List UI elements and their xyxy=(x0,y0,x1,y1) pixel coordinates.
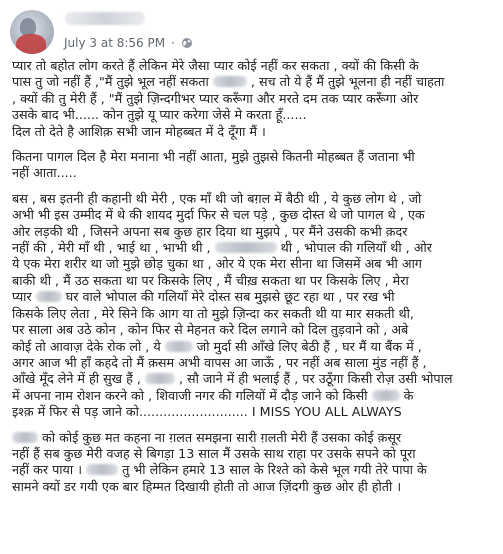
redacted-name xyxy=(215,242,277,253)
text-segment: को कोई कुछ मत कहना ना ग़लत समझना सारी ग़लती मेरी हैं उसका कोई क़सूर xyxy=(38,429,402,445)
post-header xyxy=(8,8,488,54)
text-segment: बाकी थी , मैं उठ सकता था पर किसके लिए , मैं चीख़ सकता था पर किसके लिए , मेरा xyxy=(12,272,409,288)
redacted-name xyxy=(36,291,62,302)
text-segment: , सौ जाने में ही भलाई हैं , पर उठूँगा किसी रोज़ उसी भोपाल xyxy=(174,371,453,387)
text-line xyxy=(12,430,496,446)
text-segment: , क्यों की तु मेरी हैं , "मैं तुझे ज़िन्दगीभर प्यार करूँगा और मरते दम तक प्यार करूँगा ओर xyxy=(12,90,419,106)
text-line xyxy=(12,74,496,90)
globe-icon[interactable] xyxy=(181,37,193,49)
redacted-name xyxy=(86,464,118,475)
text-segment: बस , बस इतनी ही कहानी थी मेरी , एक माँ थी जो बग़ल में बैठी थी , ये कुछ लोग थे , जो xyxy=(12,190,422,206)
text-segment: जो मुर्दा सी आँखे लिए बेठी हैं , घर मैं या बैंक में , xyxy=(192,338,422,354)
text-line xyxy=(12,224,496,240)
text-line xyxy=(12,479,496,495)
redacted-name xyxy=(145,373,175,384)
text-segment: किसके लिए लेता , मेरे सिने कि आग या तो मुझे ज़िन्दा कर सकती थी या मार सकती थी, xyxy=(12,305,414,321)
avatar[interactable] xyxy=(10,10,54,54)
text-segment: प्यार xyxy=(12,289,36,305)
post-paragraph xyxy=(12,191,496,421)
text-segment: घर वाले भोपाल की गलियाँ मेरे दोस्त सब मुझसे छूट रहा था , पर रख भी xyxy=(61,289,395,305)
text-line xyxy=(12,240,496,256)
text-line xyxy=(12,91,496,107)
author-name-redacted[interactable] xyxy=(65,12,145,25)
text-line xyxy=(12,124,496,140)
text-line xyxy=(12,355,496,371)
text-line xyxy=(12,256,496,272)
text-line xyxy=(12,462,496,478)
text-segment: नहीं आता..... xyxy=(12,165,77,181)
text-line xyxy=(12,371,496,387)
text-segment: उसके बाद भी...... कोन तुझे यू प्यार करेगा जेसे मे करता हूँ...... xyxy=(12,107,307,123)
text-segment: ये एक मेरा शरीर था जो मुझे छोड़ चुका था , ओर ये एक मेरा सीना था जिसमें अब भी आग xyxy=(12,256,422,272)
text-segment: पास तु जो नहीं हैं ,"मैं तुझे भूल नहीं सकता xyxy=(12,74,213,90)
text-line xyxy=(12,165,496,181)
text-segment: के xyxy=(399,387,414,403)
text-line xyxy=(12,306,496,322)
post-paragraph xyxy=(12,58,496,140)
text-segment: पर साला अब उठे कोन , कोन फिर से मेहनत करे दिल लगाने को दिल तुड़वाने को , अबे xyxy=(12,322,409,338)
text-segment: नहीं हैं सब कुछ मेरी वजह से बिगड़ा 13 साल मैं उसके साथ राहा पर उसके सपने को पूरा xyxy=(12,445,416,461)
text-line xyxy=(12,207,496,223)
bullet-separator: · xyxy=(171,36,175,50)
post-paragraph xyxy=(12,430,496,496)
text-segment: सामने क्यों डर गयी एक बार हिम्मत दिखायी होती तो आज ज़िंदगी कुछ ओर ही होती । xyxy=(12,478,402,494)
text-line xyxy=(12,404,496,420)
text-segment: तु भी लेकिन हमारे 13 साल के रिश्ते को केसे भूल गयी तेरे पापा के xyxy=(118,462,427,478)
redacted-name xyxy=(372,390,400,401)
redacted-name xyxy=(165,341,193,352)
text-line xyxy=(12,273,496,289)
text-segment: नहीं की , मेरी माँ थी , भाई था , भाभी थी , xyxy=(12,240,215,256)
text-segment: में अपना नाम रोशन करने को , शिवाजी नगर की गलियों में दौड़ जाने को किसी xyxy=(12,387,372,403)
text-line xyxy=(12,446,496,462)
text-line xyxy=(12,339,496,355)
text-segment: अभी भी इस उम्मीद में थे की शायद मुर्दा फिर से चल पड़े , कुछ दोस्त थे जो पागल थे , एक xyxy=(12,207,425,223)
post-date[interactable]: July 3 at 8:56 PM xyxy=(64,36,166,50)
text-segment: , सच तो ये हैं मैं तुझे भूलना ही नहीं चाहता xyxy=(246,74,445,90)
text-segment: अगर आज भी हाँ कहदे तो मैं क़सम अभी वापस आ जाऊँ , पर नहीं अब साला मुंड नहीं हैं , xyxy=(12,354,427,370)
text-line xyxy=(12,289,496,305)
text-line xyxy=(12,322,496,338)
text-line xyxy=(12,388,496,404)
text-segment: आँखे मूँद लेने में ही सुख हैं , xyxy=(12,371,145,387)
post-meta xyxy=(64,36,193,50)
redacted-name xyxy=(12,432,38,443)
text-segment: दिल तो देते है आशिक़ सभी जान मोहब्बत में दे दूँगा मैं । xyxy=(12,123,266,139)
text-line xyxy=(12,149,496,165)
text-segment: ओर लड़की थी , जिसने अपना सब कुछ हार दिया था मुझपे , पर मैंने उसकी कभी क़दर xyxy=(12,223,408,239)
text-segment: प्यार तो बहोत लोग करते हैं लेकिन मेरे जैसा प्यार कोई नहीं कर सकता , क्यों की किसी के xyxy=(12,58,419,73)
text-line xyxy=(12,191,496,207)
text-segment: इश्क़ में फिर से पड़ जाने को........................... I MISS YOU ALL ALWAYS xyxy=(12,404,402,420)
post-text xyxy=(12,58,496,504)
redacted-name xyxy=(213,76,247,87)
post-paragraph xyxy=(12,149,496,182)
text-segment: थी , भोपाल की गलियाँ थी , ओर xyxy=(276,240,432,256)
text-segment: कोई तो आवाज़ देके रोक लो , ये xyxy=(12,338,165,354)
text-segment: नहीं कर पाया । xyxy=(12,462,87,478)
text-line xyxy=(12,107,496,123)
text-segment: कितना पागल दिल है मेरा मनाना भी नहीं आता, मुझे तुझसे कितनी मोहब्बत हैं जताना भी xyxy=(12,149,415,165)
text-line xyxy=(12,58,496,74)
